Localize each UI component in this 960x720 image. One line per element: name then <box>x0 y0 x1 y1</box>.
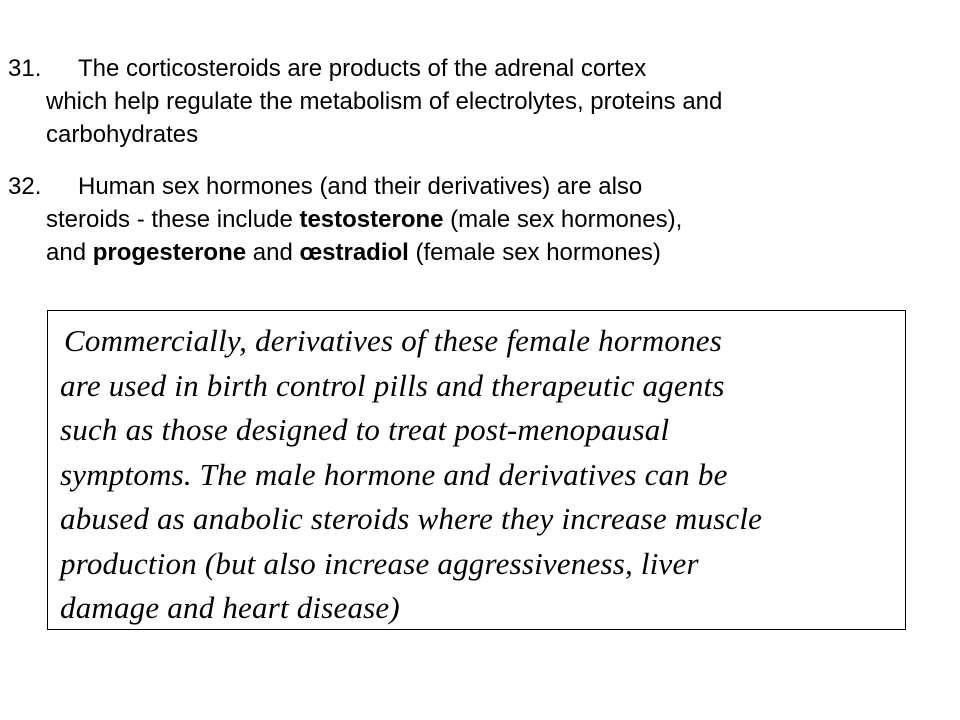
term-progesterone: progesterone <box>92 239 247 266</box>
item-31-line-2: which help regulate the metabolism of electrolytes, proteins and <box>46 88 723 115</box>
note-line: such as those designed to treat post-menopausal <box>60 412 670 447</box>
text-segment: steroids - these include <box>46 206 300 233</box>
term-oestradiol: œstradiol <box>299 239 409 266</box>
list-item-31 <box>8 52 948 151</box>
item-number: 32. <box>8 173 42 200</box>
text-segment: and <box>46 239 93 266</box>
item-number: 31. <box>8 55 42 82</box>
item-32-line-2 <box>8 203 948 236</box>
item-32-line-3 <box>8 236 948 269</box>
item-31-line-1 <box>8 52 948 85</box>
text-segment: (female sex hormones) <box>408 239 661 266</box>
note-line: production (but also increase aggressiveness, liver <box>60 545 699 581</box>
note-line: symptoms. The male hormone and derivatives can be <box>60 456 728 492</box>
text-segment: and <box>246 239 300 266</box>
note-line: damage and heart disease) <box>60 590 400 625</box>
note-line: abused as anabolic steroids where they increase muscle <box>60 501 763 536</box>
text-segment: (male sex hormones), <box>443 206 683 233</box>
note-box <box>47 310 906 630</box>
item-text: The corticosteroids are products of the adrenal cortex <box>78 55 647 82</box>
item-31-line-3: carbohydrates <box>46 121 199 148</box>
note-text <box>60 319 900 631</box>
item-text: Human sex hormones (and their derivatives) are also <box>78 173 643 200</box>
note-line: are used in birth control pills and therapeutic agents <box>60 367 725 403</box>
list-item-32 <box>8 170 948 269</box>
term-testosterone: testosterone <box>299 206 444 233</box>
note-line: Commercially, derivatives of these female hormones <box>64 323 722 358</box>
item-32-line-1 <box>8 170 948 203</box>
